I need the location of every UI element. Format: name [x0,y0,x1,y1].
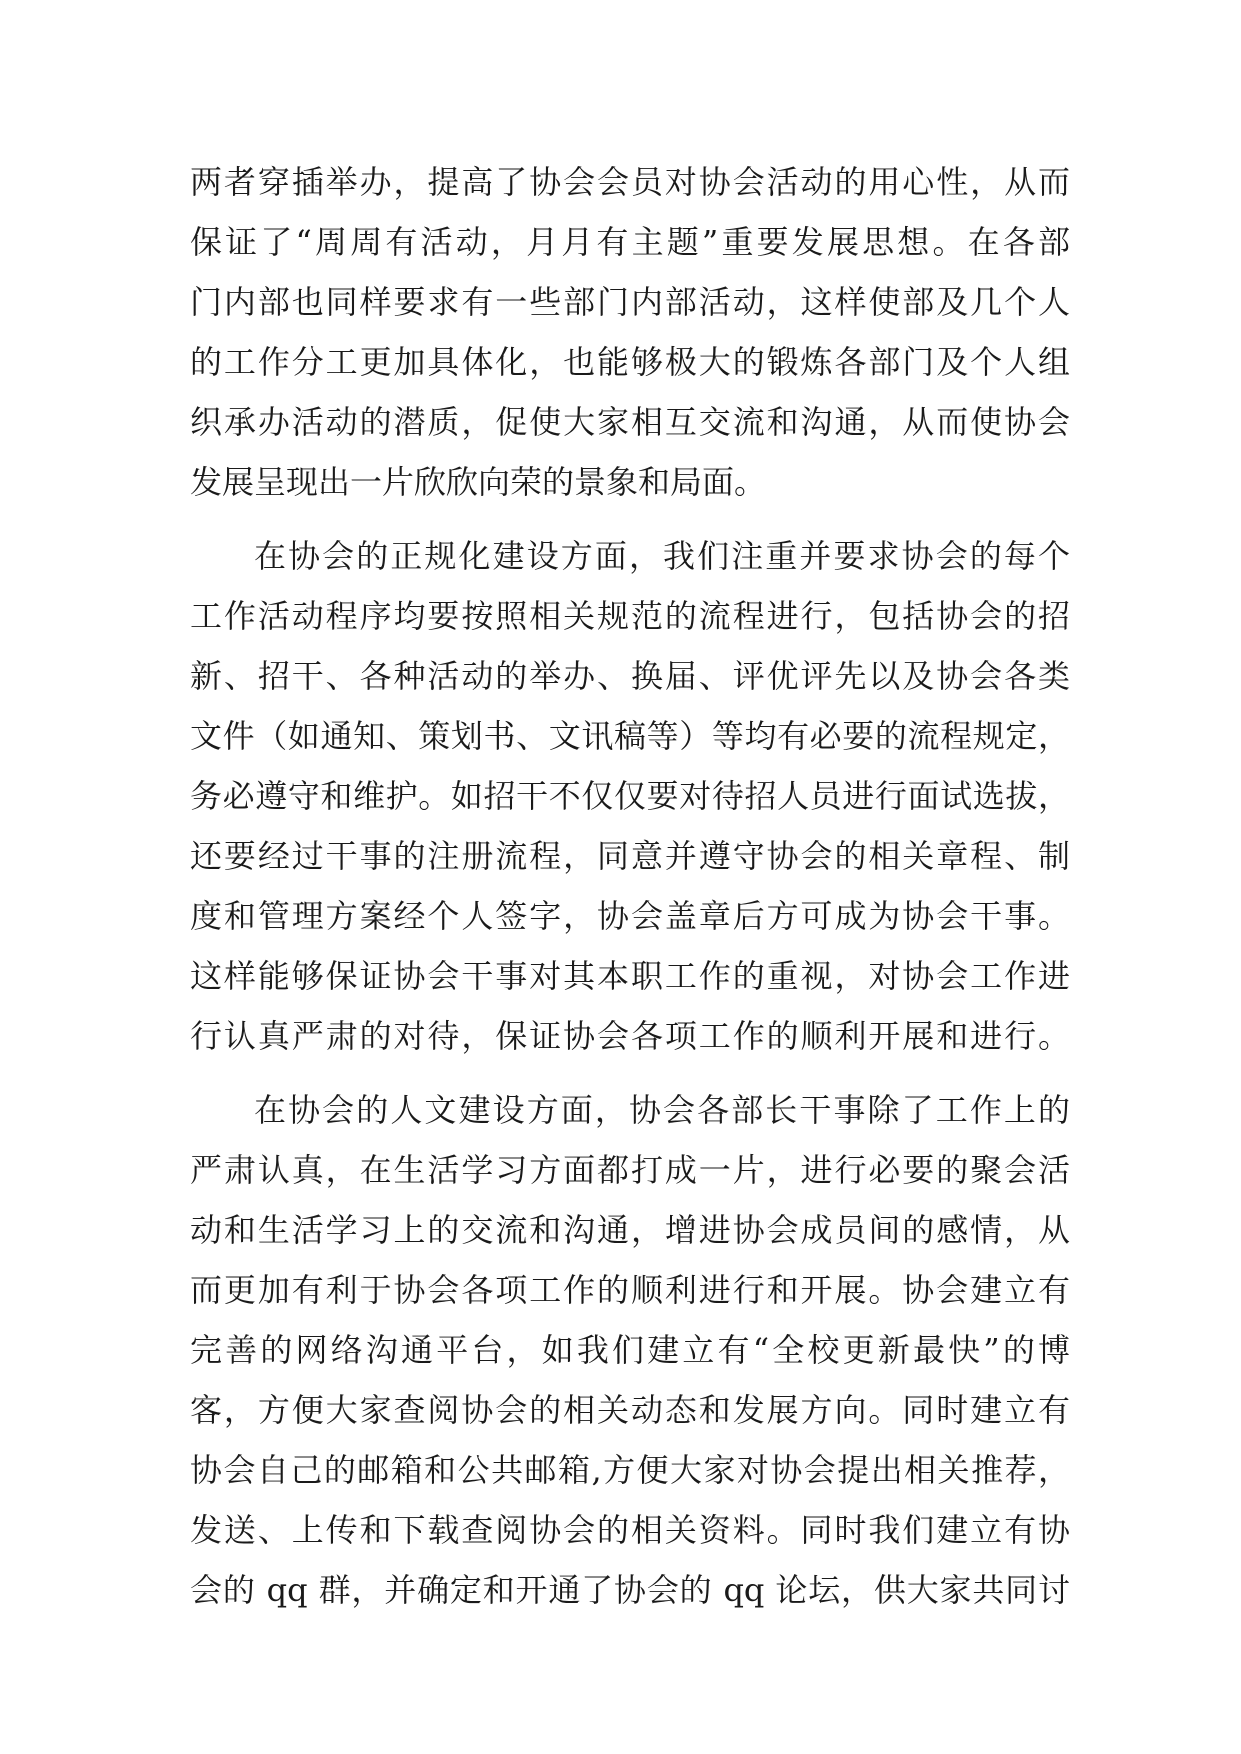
text-line: 两者穿插举办，提高了协会会员对协会活动的用心性，从而 [190,163,1070,201]
text-line: 门内部也同样要求有一些部门内部活动，这样使部及几个人 [190,283,1070,321]
text-line: 工作活动程序均要按照相关规范的流程进行，包括协会的招 [190,597,1070,635]
paragraph-activities [190,152,1070,512]
text-line: 协会自己的邮箱和公共邮箱,方便大家对协会提出相关推荐， [190,1451,1070,1489]
text-line: 会的 qq 群，并确定和开通了协会的 qq 论坛，供大家共同讨 [190,1571,1070,1609]
text-line: 而更加有利于协会各项工作的顺利进行和开展。协会建立有 [190,1271,1070,1309]
text-line: 发送、上传和下载查阅协会的相关资料。同时我们建立有协 [190,1511,1070,1549]
text-line: 务必遵守和维护。如招干不仅仅要对待招人员进行面试选拔， [190,777,1070,815]
text-line: 保证了“周周有活动，月月有主题”重要发展思想。在各部 [190,223,1070,261]
text-line: 在协会的人文建设方面，协会各部长干事除了工作上的 [254,1091,1070,1129]
text-line: 客，方便大家查阅协会的相关动态和发展方向。同时建立有 [190,1391,1070,1429]
paragraph-culture [190,1080,1070,1620]
text-line: 度和管理方案经个人签字，协会盖章后方可成为协会干事。 [190,897,1070,935]
text-line: 动和生活学习上的交流和沟通，增进协会成员间的感情，从 [190,1211,1070,1249]
paragraph-standardization [190,526,1070,1066]
text-line: 织承办活动的潜质，促使大家相互交流和沟通，从而使协会 [190,403,1070,441]
text-line: 还要经过干事的注册流程，同意并遵守协会的相关章程、制 [190,837,1070,875]
body-text [190,152,1070,1620]
paragraph-gap [190,512,1070,526]
text-line: 严肃认真，在生活学习方面都打成一片，进行必要的聚会活 [190,1151,1070,1189]
text-line: 发展呈现出一片欣欣向荣的景象和局面。 [190,463,767,501]
paragraph-gap [190,1066,1070,1080]
text-line: 新、招干、各种活动的举办、换届、评优评先以及协会各类 [190,657,1070,695]
text-line: 行认真严肃的对待，保证协会各项工作的顺利开展和进行。 [190,1017,1070,1055]
text-line: 完善的网络沟通平台，如我们建立有“全校更新最快”的博 [190,1331,1070,1369]
text-line: 文件（如通知、策划书、文讯稿等）等均有必要的流程规定， [190,717,1070,755]
text-line: 在协会的正规化建设方面，我们注重并要求协会的每个 [254,537,1070,575]
text-line: 的工作分工更加具体化，也能够极大的锻炼各部门及个人组 [190,343,1070,381]
text-line: 这样能够保证协会干事对其本职工作的重视，对协会工作进 [190,957,1070,995]
